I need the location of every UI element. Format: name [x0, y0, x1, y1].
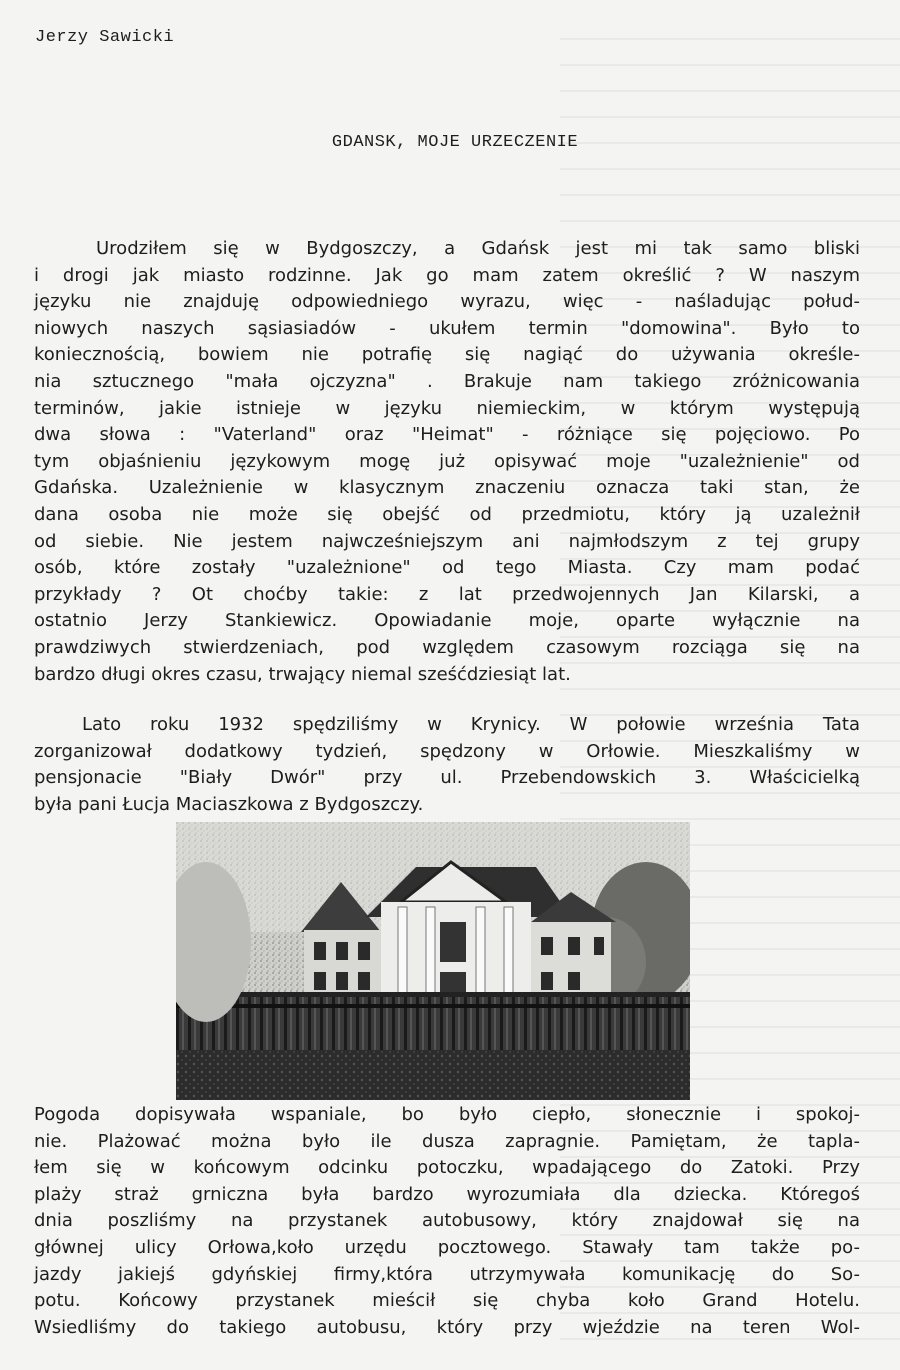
text-line: języku nie znajduję odpowiedniego wyrazu, więc - naśladując połud- — [34, 291, 860, 313]
text-line: bardzo długi okres czasu, trwający niemal sześćdziesiąt lat. — [34, 663, 571, 685]
text-line: nia sztucznego "mała ojczyzna" . Brakuje nam takiego zróżnicowania — [34, 370, 860, 392]
text-line: nie. Plażować można było ile dusza zapragnie. Pamiętam, że tapla- — [34, 1130, 860, 1152]
text-line: terminów, jakie istnieje w języku niemieckim, w którym występują — [34, 397, 860, 419]
text-line: prawdziwych stwierdzeniach, pod względem czasowym rozciąga się na — [34, 636, 860, 658]
text-line: Lato roku 1932 spędziliśmy w Krynicy. W połowie września Tata — [82, 714, 860, 735]
text-line: Urodziłem się w Bydgoszczy, a Gdańsk jest mi tak samo bliski — [96, 238, 860, 259]
paragraph-2 — [34, 712, 860, 818]
text-line: głównej ulicy Orłowa,koło urzędu pocztowego. Stawały tam także po- — [34, 1236, 860, 1258]
text-line: Gdańska. Uzależnienie w klasycznym znaczeniu oznacza taki stan, że — [34, 477, 860, 499]
historical-photo — [176, 822, 690, 1100]
paragraph-3 — [34, 1102, 860, 1341]
text-line: tym objaśnieniu językowym mogę już opisywać moje "uzależnienie" od — [34, 450, 860, 472]
text-line: Pogoda dopisywała wspaniale, bo było ciepło, słonecznie i spokoj- — [34, 1104, 860, 1125]
text-line: dnia poszliśmy na przystanek autobusowy, który znajdował się na — [34, 1210, 860, 1232]
text-line: jazdy jakiejś gdyńskiej firmy,która utrzymywała komunikację do So- — [34, 1263, 860, 1285]
document-title: GDANSK, MOJE URZECZENIE — [331, 133, 579, 152]
text-line: była pani Łucja Maciaszkowa z Bydgoszczy. — [34, 793, 424, 815]
text-line: plaży straż grniczna była bardzo wyrozumiała dla dziecka. Któregoś — [34, 1183, 860, 1205]
villa-photo-illustration — [176, 822, 690, 1100]
text-line: dwa słowa : "Vaterland" oraz "Heimat" - różniące się pojęciowo. Po — [34, 424, 860, 446]
text-line: Wsiedliśmy do takiego autobusu, który przy wjeździe na teren Wol- — [34, 1316, 860, 1338]
text-line: przykłady ? Ot choćby takie: z lat przedwojennych Jan Kilarski, a — [34, 583, 860, 605]
text-line: pensjonacie "Biały Dwór" przy ul. Przebendowskich 3. Właścicielką — [34, 767, 860, 789]
text-line: koniecznością, bowiem nie potrafię się nagiąć do używania określe- — [34, 344, 860, 366]
text-line: i drogi jak miasto rodzinne. Jak go mam zatem określić ? W naszym — [34, 264, 860, 286]
text-line: potu. Końcowy przystanek mieścił się chyba koło Grand Hotelu. — [34, 1290, 860, 1312]
text-line: niowych naszych sąsiasiadów - ukułem termin "domowina". Było to — [34, 317, 860, 339]
text-line: ostatnio Jerzy Stankiewicz. Opowiadanie moje, oparte wyłącznie na — [34, 610, 860, 632]
text-line: osób, które zostały "uzależnione" od tego Miasta. Czy mam podać — [34, 557, 860, 579]
text-line: zorganizował dodatkowy tydzień, spędzony w Orłowie. Mieszkaliśmy w — [34, 740, 860, 762]
text-line: łem się w końcowym odcinku potoczku, wpadającego do Zatoki. Przy — [34, 1157, 860, 1179]
author-name: Jerzy Sawicki — [35, 28, 175, 47]
text-line: od siebie. Nie jestem najwcześniejszym ani najmłodszym z tej grupy — [34, 530, 860, 552]
text-line: dana osoba nie może się obejść od przedmiotu, który ją uzależnił — [34, 503, 860, 525]
paragraph-1 — [34, 236, 860, 688]
